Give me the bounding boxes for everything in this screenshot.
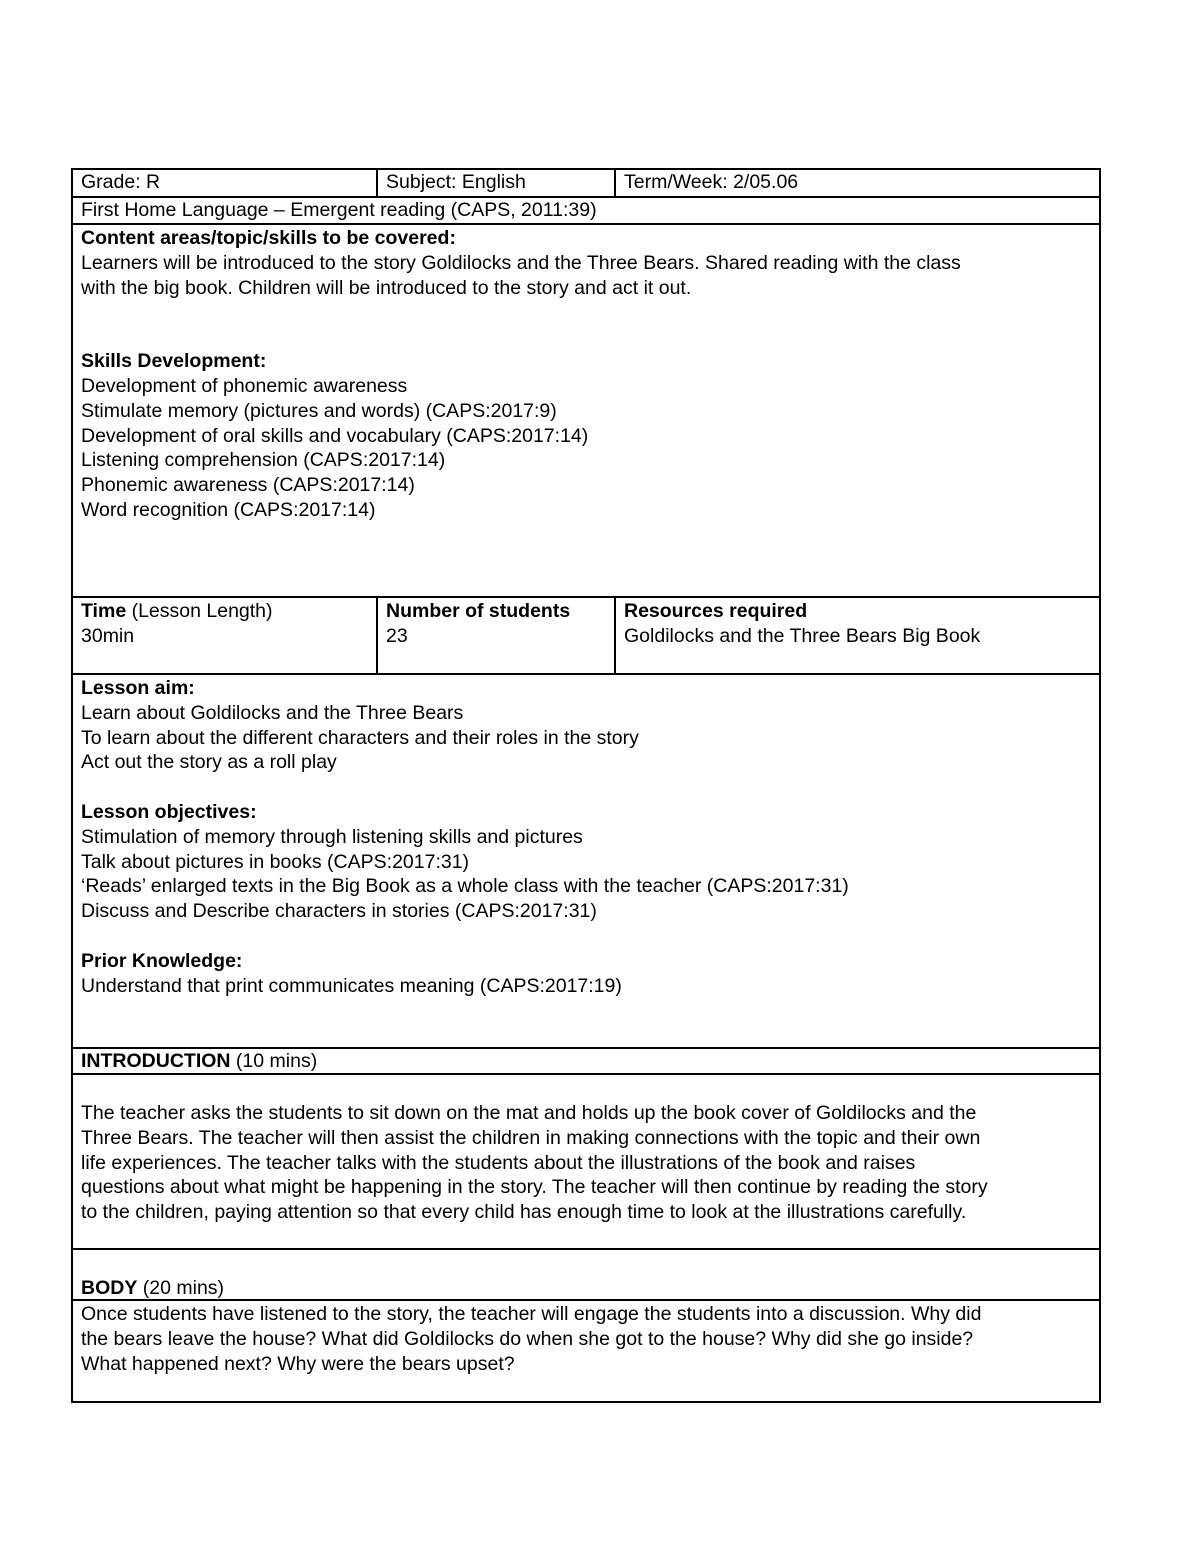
content-cell	[73, 225, 1099, 596]
objective-item: ‘Reads’ enlarged texts in the Big Book as a whole class with the teacher (CAPS:2017:31)	[81, 875, 849, 898]
skills-heading: Skills Development:	[81, 350, 267, 373]
skill-item: Stimulate memory (pictures and words) (CAPS:2017:9)	[81, 399, 557, 422]
prior-heading: Prior Knowledge:	[81, 949, 243, 972]
introduction-line: Three Bears. The teacher will then assist the children in making connections with the topic and their own	[81, 1126, 981, 1149]
students-cell	[376, 598, 614, 673]
time-note: (Lesson Length)	[126, 600, 273, 622]
skill-item: Listening comprehension (CAPS:2017:14)	[81, 449, 446, 472]
time-cell	[73, 598, 376, 673]
aim-heading: Lesson aim:	[81, 677, 195, 699]
objective-item: Stimulation of memory through listening skills and pictures	[81, 825, 583, 848]
aim-item: To learn about the different characters and their roles in the story	[81, 726, 639, 749]
lesson-plan-table	[71, 168, 1101, 1403]
resources-cell	[614, 598, 1099, 673]
aim-item: Learn about Goldilocks and the Three Bears	[81, 701, 464, 724]
skill-item: Development of oral skills and vocabulary (CAPS:2017:14)	[81, 424, 589, 447]
content-heading: Content areas/topic/skills to be covered:	[81, 227, 456, 249]
aims-cell	[73, 675, 1099, 1047]
resources-value: Goldilocks and the Three Bears Big Book	[624, 624, 981, 647]
objectives-heading: Lesson objectives:	[81, 800, 257, 823]
objective-item: Discuss and Describe characters in stories (CAPS:2017:31)	[81, 900, 597, 923]
body-cell	[73, 1301, 1099, 1401]
grade-text: Grade: R	[81, 171, 161, 193]
introduction-duration: (10 mins)	[230, 1050, 318, 1072]
header-row	[73, 170, 1099, 198]
resources-label: Resources required	[624, 600, 808, 622]
subject-text: Subject: English	[386, 171, 526, 193]
body-heading: BODY	[81, 1277, 138, 1299]
objective-item: Talk about pictures in books (CAPS:2017:31)	[81, 850, 470, 873]
term-week-text: Term/Week: 2/05.06	[624, 171, 799, 193]
body-heading-row	[73, 1250, 1099, 1301]
introduction-line: questions about what might be happening in the story. The teacher will then continue by reading the story	[81, 1176, 988, 1199]
body-line: What happened next? Why were the bears upset?	[81, 1352, 515, 1375]
content-line-2: with the big book. Children will be introduced to the story and act it out.	[81, 276, 692, 299]
skill-item: Word recognition (CAPS:2017:14)	[81, 498, 376, 521]
aim-item: Act out the story as a roll play	[81, 751, 337, 774]
body-row	[73, 1301, 1099, 1401]
aims-row	[73, 675, 1099, 1049]
details-row	[73, 598, 1099, 675]
introduction-heading-row	[73, 1049, 1099, 1075]
introduction-cell	[73, 1075, 1099, 1248]
introduction-line: The teacher asks the students to sit down on the mat and holds up the book cover of Goldilocks and the	[81, 1102, 977, 1124]
introduction-line: to the children, paying attention so that every child has enough time to look at the illustrations carefully.	[81, 1201, 967, 1224]
prior-text: Understand that print communicates meaning (CAPS:2017:19)	[81, 974, 622, 997]
introduction-row	[73, 1075, 1099, 1250]
introduction-heading: INTRODUCTION	[81, 1050, 231, 1072]
language-cell	[73, 198, 1099, 223]
body-line: the bears leave the house? What did Goldilocks do when she got to the house? Why did she go inside?	[81, 1327, 974, 1350]
term-week-cell	[614, 170, 1099, 196]
introduction-line: life experiences. The teacher talks with the students about the illustrations of the book and raises	[81, 1151, 916, 1174]
language-row	[73, 198, 1099, 225]
time-value: 30min	[81, 624, 135, 647]
introduction-heading-cell	[73, 1049, 1099, 1073]
body-duration: (20 mins)	[137, 1277, 225, 1299]
content-line-1: Learners will be introduced to the story Goldilocks and the Three Bears. Shared reading with the class	[81, 251, 961, 274]
time-label: Time	[81, 600, 127, 622]
skill-item: Development of phonemic awareness	[81, 374, 408, 397]
body-heading-cell	[73, 1250, 1099, 1299]
grade-cell	[73, 170, 376, 196]
skill-item: Phonemic awareness (CAPS:2017:14)	[81, 474, 415, 497]
content-row	[73, 225, 1099, 598]
students-label: Number of students	[386, 600, 571, 622]
language-text: First Home Language – Emergent reading (CAPS, 2011:39)	[81, 199, 597, 221]
subject-cell	[376, 170, 614, 196]
students-value: 23	[386, 624, 408, 647]
body-line: Once students have listened to the story, the teacher will engage the students into a discussion. Why did	[81, 1303, 982, 1325]
